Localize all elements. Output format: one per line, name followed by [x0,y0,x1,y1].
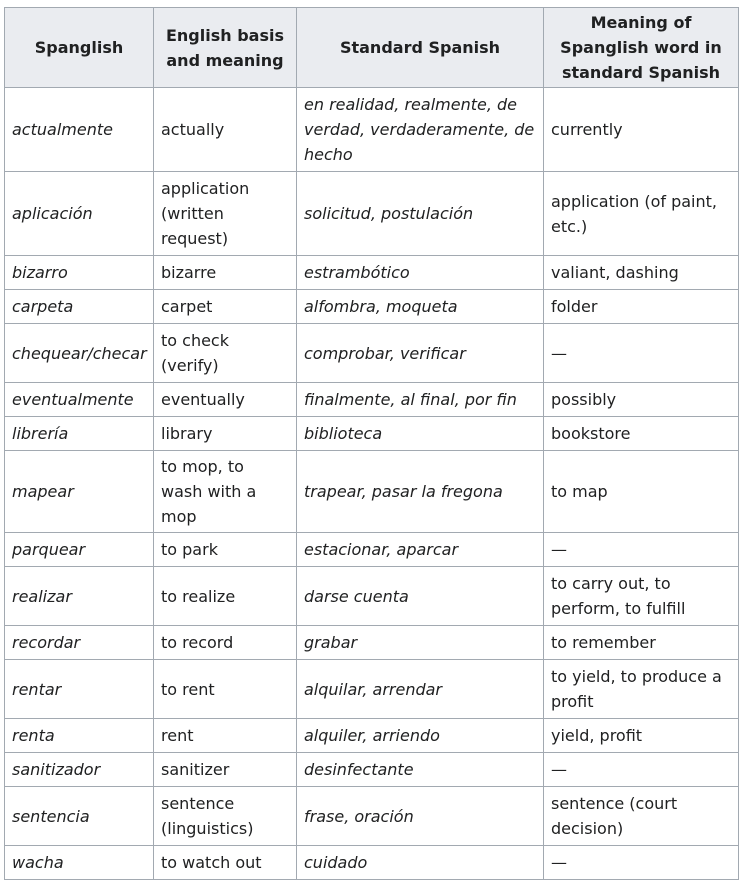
table-row [5,290,739,324]
cell-meaning: — [544,533,739,567]
table-row [5,626,739,660]
cell-english-basis: library [154,417,297,451]
table-row [5,417,739,451]
cell-english-basis: to rent [154,660,297,719]
cell-standard-spanish: frase, oración [297,787,544,846]
table-row [5,846,739,880]
table-row [5,383,739,417]
cell-english-basis: bizarre [154,256,297,290]
table-row [5,256,739,290]
cell-english-basis: to watch out [154,846,297,880]
cell-english-basis: actually [154,88,297,172]
cell-meaning: bookstore [544,417,739,451]
cell-standard-spanish: grabar [297,626,544,660]
table-row [5,719,739,753]
cell-standard-spanish: darse cuenta [297,567,544,626]
cell-meaning: folder [544,290,739,324]
cell-spanglish: mapear [5,451,154,533]
cell-meaning: — [544,846,739,880]
cell-spanglish: parquear [5,533,154,567]
cell-spanglish: wacha [5,846,154,880]
cell-english-basis: to realize [154,567,297,626]
cell-standard-spanish: estacionar, aparcar [297,533,544,567]
cell-english-basis: rent [154,719,297,753]
cell-standard-spanish: estrambótico [297,256,544,290]
table-row [5,787,739,846]
cell-standard-spanish: alquiler, arriendo [297,719,544,753]
cell-standard-spanish: comprobar, verificar [297,324,544,383]
cell-meaning: to map [544,451,739,533]
cell-spanglish: actualmente [5,88,154,172]
cell-standard-spanish: finalmente, al final, por fin [297,383,544,417]
cell-english-basis: to record [154,626,297,660]
header-standard-spanish: Standard Spanish [297,8,544,88]
cell-english-basis: to mop, to wash with a mop [154,451,297,533]
spanglish-table [4,7,739,880]
table-header-row [5,8,739,88]
cell-meaning: sentence (court decision) [544,787,739,846]
header-english-basis: English basis and meaning [154,8,297,88]
cell-spanglish: sentencia [5,787,154,846]
cell-english-basis: application (written request) [154,172,297,256]
cell-standard-spanish: en realidad, realmente, de verdad, verdaderamente, de hecho [297,88,544,172]
cell-meaning: — [544,324,739,383]
table-row [5,660,739,719]
cell-standard-spanish: alfombra, moqueta [297,290,544,324]
cell-english-basis: eventually [154,383,297,417]
cell-spanglish: librería [5,417,154,451]
header-spanglish: Spanglish [5,8,154,88]
cell-spanglish: realizar [5,567,154,626]
cell-meaning: — [544,753,739,787]
cell-standard-spanish: biblioteca [297,417,544,451]
table-row [5,324,739,383]
cell-meaning: possibly [544,383,739,417]
cell-english-basis: to park [154,533,297,567]
cell-meaning: to carry out, to perform, to fulfill [544,567,739,626]
table-row [5,88,739,172]
cell-meaning: yield, profit [544,719,739,753]
table-row [5,172,739,256]
table-row [5,753,739,787]
cell-english-basis: sanitizer [154,753,297,787]
table-body [5,88,739,880]
cell-standard-spanish: solicitud, postulación [297,172,544,256]
cell-standard-spanish: trapear, pasar la fregona [297,451,544,533]
cell-meaning: currently [544,88,739,172]
cell-spanglish: aplicación [5,172,154,256]
cell-meaning: to yield, to produce a profit [544,660,739,719]
cell-english-basis: carpet [154,290,297,324]
cell-standard-spanish: alquilar, arrendar [297,660,544,719]
cell-english-basis: to check (verify) [154,324,297,383]
cell-meaning: application (of paint, etc.) [544,172,739,256]
cell-spanglish: eventualmente [5,383,154,417]
cell-english-basis: sentence (linguistics) [154,787,297,846]
cell-spanglish: chequear/checar [5,324,154,383]
cell-spanglish: recordar [5,626,154,660]
table-row [5,533,739,567]
header-meaning: Meaning of Spanglish word in standard Spanish [544,8,739,88]
cell-meaning: to remember [544,626,739,660]
cell-spanglish: carpeta [5,290,154,324]
table-row [5,567,739,626]
cell-spanglish: sanitizador [5,753,154,787]
cell-spanglish: rentar [5,660,154,719]
spanglish-table-container [4,7,739,880]
cell-standard-spanish: cuidado [297,846,544,880]
cell-spanglish: renta [5,719,154,753]
table-row [5,451,739,533]
cell-meaning: valiant, dashing [544,256,739,290]
cell-spanglish: bizarro [5,256,154,290]
cell-standard-spanish: desinfectante [297,753,544,787]
